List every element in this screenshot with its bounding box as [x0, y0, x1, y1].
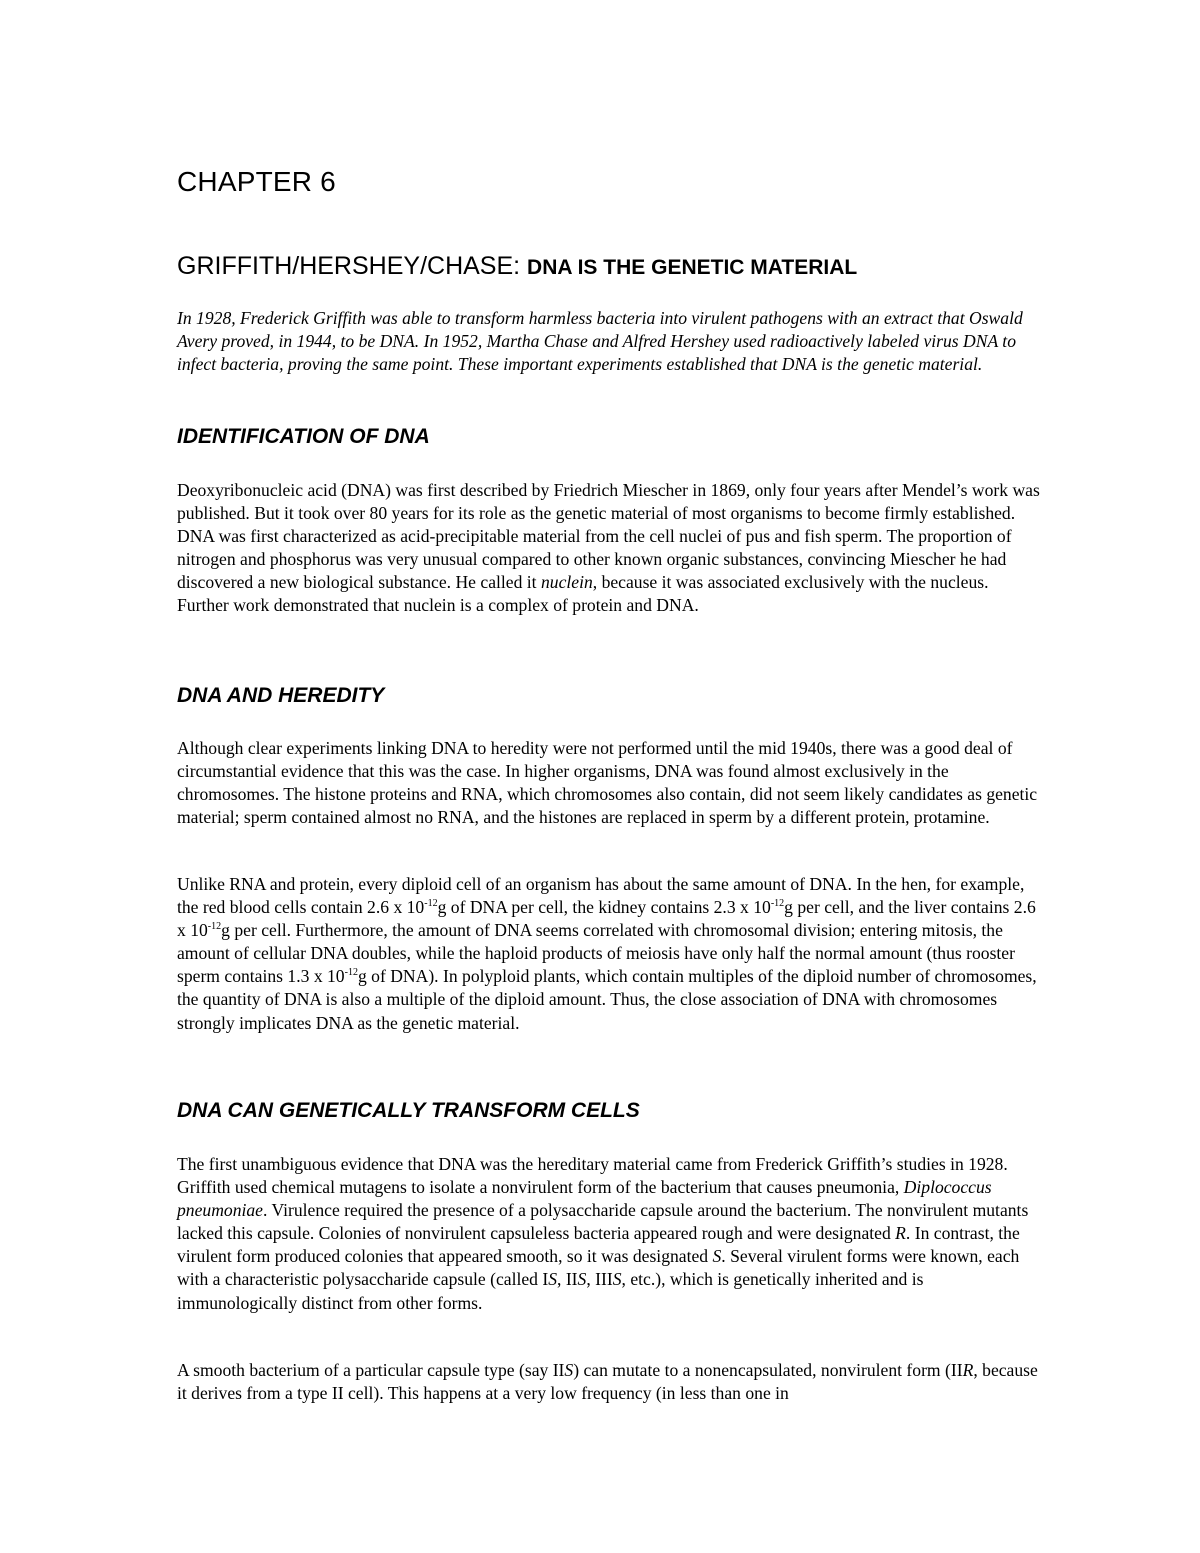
text-run: . Virulence required the presence of a polysaccharide capsule around the bacterium. The nonvirulent mutants lacked this capsule. Colonies of nonvirulent capsuleless bacteria appeared rough and were designated: [177, 1200, 1029, 1244]
text-run: g of DNA). In polyploid plants, which contain multiples of the diploid number of chromosomes, the quantity of DNA is also a multiple of the diploid amount. Thus, the close association of DNA with chromosomes strongly implicates DNA as the genetic material.: [177, 966, 1037, 1033]
designation-r: R: [962, 1360, 974, 1380]
section-heading-identification: IDENTIFICATION OF DNA: [177, 425, 430, 448]
paragraph-identification: [177, 479, 1043, 618]
text-run: ) can mutate to a nonencapsulated, nonvirulent form (II: [573, 1360, 963, 1380]
exponent: -12: [344, 967, 358, 979]
exponent: -12: [770, 898, 785, 910]
text-run: A smooth bacterium of a particular capsule type (say II: [177, 1360, 565, 1380]
designation-r: R: [895, 1223, 906, 1244]
text-run: , because it was associated exclusively with the nucleus. Further work demonstrated that nuclein is a complex of protein and DNA.: [177, 572, 989, 616]
paragraph-transform-2: [177, 1359, 1043, 1405]
paragraph-heredity-2: [177, 873, 1043, 1035]
paragraph-heredity-1: Although clear experiments linking DNA to heredity were not performed until the mid 1940s, there was a good deal of circumstantial evidence that this was the case. In higher organisms, DNA was found almost exclusively in the chromosomes. The histone proteins and RNA, which chromosomes also contain, did not seem likely candidates as genetic material; sperm contained almost no RNA, and the histones are replaced in sperm by a different protein, protamine.: [177, 738, 1038, 828]
chapter-heading: CHAPTER 6: [177, 166, 336, 197]
designation-s: S: [612, 1269, 622, 1290]
text-run: g of DNA per cell, the kidney contains 2.3 x 10: [437, 897, 771, 918]
text-run: Unlike RNA and protein, every diploid cell of an organism has about the same amount of DNA. In the hen, for example, the red blood cells contain 2.6 x 10: [177, 874, 1025, 918]
term-nuclein: nuclein: [540, 572, 593, 593]
paragraph-transform-1: [177, 1153, 1043, 1315]
chapter-title-sub: DNA IS THE GENETIC MATERIAL: [527, 256, 858, 279]
text-run: g per cell, and the liver contains 2.6 x 10: [177, 897, 1036, 941]
designation-s: S: [712, 1246, 722, 1267]
chapter-title-main: GRIFFITH/HERSHEY/CHASE:: [177, 252, 521, 280]
text-run: , etc.), which is genetically inherited and is immunologically distinct from other forms.: [177, 1269, 924, 1313]
text-run: , II: [557, 1269, 578, 1290]
text-run: g per cell. Furthermore, the amount of DNA seems correlated with chromosomal division; entering mitosis, the amount of cellular DNA doubles, while the haploid products of meiosis have only half the normal amount (thus rooster sperm contains 1.3 x 10: [177, 920, 1015, 987]
text-run: , because it derives from a type II cell). This happens at a very low frequency (in less than one in: [177, 1360, 1038, 1404]
text-run: Deoxyribonucleic acid (DNA) was first described by Friedrich Miescher in 1869, only four years after Mendel’s work was published. But it took over 80 years for its role as the genetic material of most organisms to become firmly established. DNA was first characterized as acid-precipitable material from the cell nuclei of pus and fish sperm. The proportion of nitrogen and phosphorus was very unusual compared to other known organic substances, convincing Miescher he had discovered a new biological substance. He called it: [177, 480, 1040, 593]
species-name: Diplococcus pneumoniae: [177, 1177, 992, 1221]
text-run: . Several virulent forms were known, each with a characteristic polysaccharide capsule (called I: [177, 1246, 1020, 1290]
designation-s: S: [548, 1269, 558, 1290]
designation-s: S: [564, 1360, 574, 1380]
text-run: , III: [586, 1269, 613, 1290]
chapter-intro: In 1928, Frederick Griffith was able to transform harmless bacteria into virulent pathogens with an extract that Oswald Avery proved, in 1944, to be DNA. In 1952, Martha Chase and Alfred Hershey used radioactively labeled virus DNA to infect bacteria, proving the same point. These important experiments established that DNA is the genetic material.: [177, 308, 1023, 375]
section-heading-transform: DNA CAN GENETICALLY TRANSFORM CELLS: [177, 1099, 640, 1122]
chapter-title: [177, 252, 857, 281]
text-run: . In contrast, the virulent form produced colonies that appeared smooth, so it was designated: [177, 1223, 1020, 1267]
exponent: -12: [424, 898, 438, 910]
section-heading-heredity: DNA AND HEREDITY: [177, 684, 385, 707]
text-run: The first unambiguous evidence that DNA was the hereditary material came from Frederick Griffith’s studies in 1928. Griffith used chemical mutagens to isolate a nonvirulent form of the bacterium that causes pneumonia,: [177, 1154, 1008, 1198]
designation-s: S: [577, 1269, 587, 1290]
exponent: -12: [207, 921, 222, 933]
